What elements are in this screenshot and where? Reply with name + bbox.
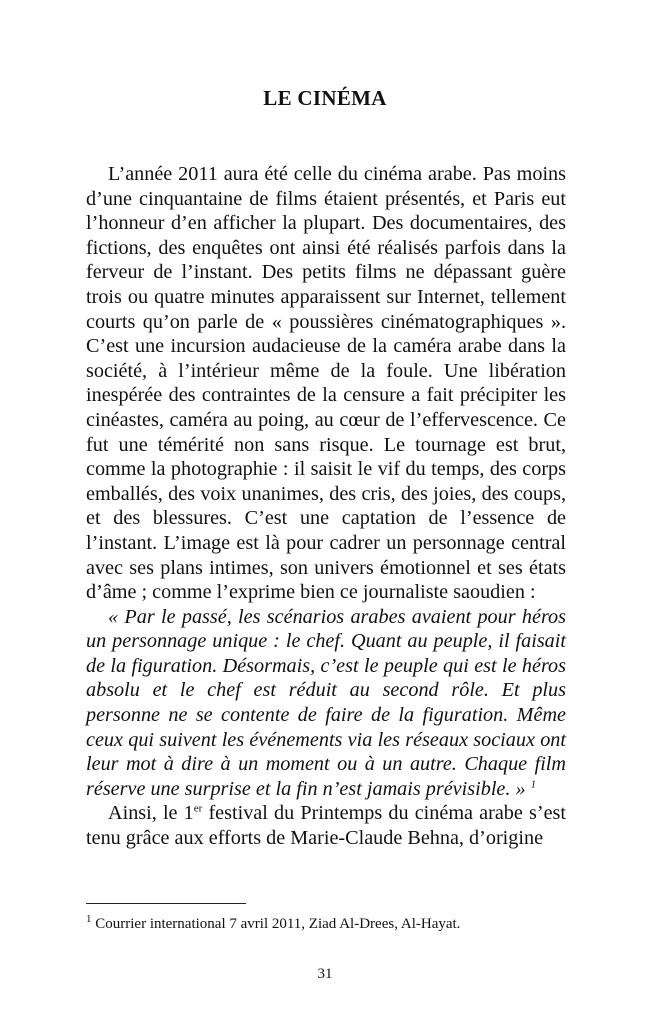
footnote-text: Courrier international 7 avril 2011, Ziad Al-Drees, Al-Hayat. [91,916,461,932]
paragraph-festival [86,801,566,850]
paragraph-festival-start: Ainsi, le 1 [108,802,194,825]
page-number: 31 [317,966,333,982]
body-text [86,162,566,851]
footnote-number: 1 [86,913,92,925]
quote-paragraph [86,605,566,802]
footnote-divider [86,903,246,904]
paragraph-festival-rest: festival du Printemps du cinéma arabe s’est tenu grâce aux efforts de Marie-Claude Behna, d’origine [86,802,566,850]
footnote [86,914,566,934]
paragraph-intro: L’année 2011 aura été celle du cinéma arabe. Pas moins d’une cinquantaine de films étaient présentés, et Paris eut l’honneur d’en afficher la plupart. Des documentaires, des fictions, des enquêtes ont ainsi été réalisés parfois dans la ferveur de l’instant. Des petits films ne dépassant guère trois ou quatre minutes apparaissent sur Internet, tellement courts qu’on parle de « poussières cinématographiques ». C’est une incursion audacieuse de la caméra arabe dans la société, à l’intérieur même de la foule. Une libération inespérée des contraintes de la censure a fait précipiter les cinéastes, caméra au poing, au cœur de l’effervescence. Ce fut une témérité non sans risque. Le tournage est brut, comme la photographie : il saisit le vif du temps, des corps emballés, des voix unanimes, des cris, des joies, des coups, et des blessures. C’est une captation de l’essence de l’instant. L’image est là pour cadrer un personnage central avec ses plans intimes, son univers émotionnel et ses états d’âme ; comme l’exprime bien ce journaliste saoudien : [86,163,566,604]
chapter-title: LE CINÉMA [263,86,387,110]
quote-text: « Par le passé, les scénarios arabes avaient pour héros un personnage unique : le chef. Quant au peuple, il faisait de la figuration. Désormais, c’est le peuple qui est le héros absolu et le chef est réduit au second rôle. Et plus personne ne se contente de faire de la figuration. Même ceux qui suivent les événements via les réseaux sociaux ont leur mot à dire à un moment ou à un autre. Chaque film réserve une surprise et la fin n’est jamais prévisible. » [86,605,566,800]
footnote-reference: 1 [530,778,537,791]
ordinal-superscript: er [193,802,203,815]
